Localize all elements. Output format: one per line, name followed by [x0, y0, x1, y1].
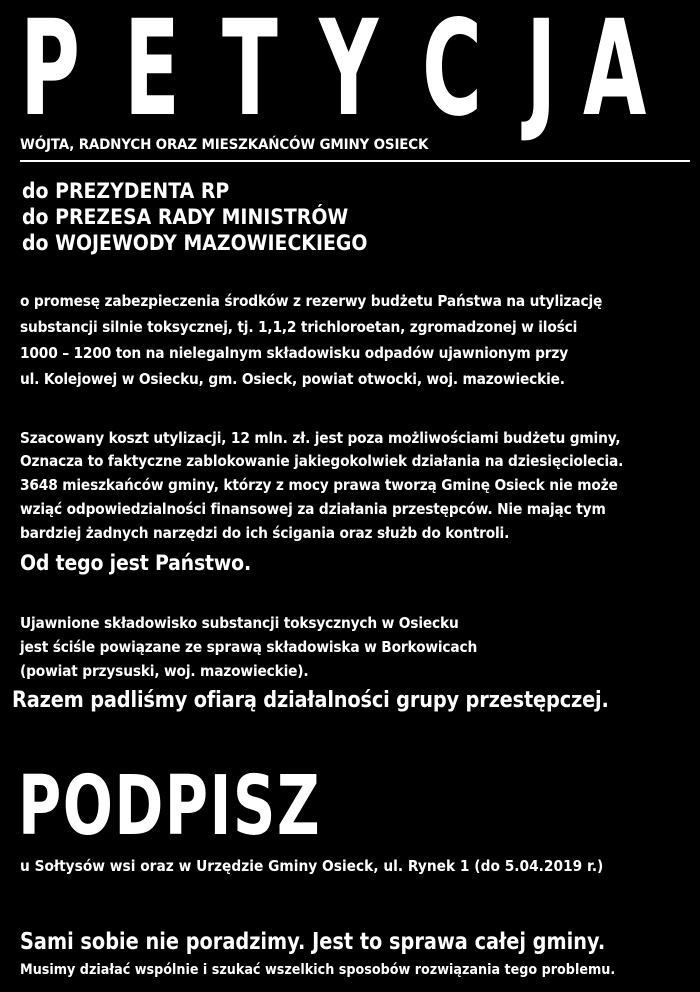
- divider: [20, 160, 690, 162]
- request-line: ul. Kolejowej w Osiecku, gm. Osieck, powiat otwocki, woj. mazowieckie.: [20, 370, 565, 388]
- addressee-prime-minister: do PREZESA RADY MINISTRÓW: [22, 205, 349, 229]
- link-emphasis: Razem padliśmy ofiarą działalności grupy przestępczej.: [12, 688, 609, 713]
- cost-line: wziąć odpowiedzialności finansowej za działania przestępców. Nie mając tym: [20, 500, 606, 518]
- title-letter: E: [124, 0, 181, 146]
- request-line: 1000 – 1200 ton na nielegalnym składowisku odpadów ujawnionym przy: [20, 344, 569, 362]
- link-line: Ujawnione składowisko substancji toksycznych w Osiecku: [20, 614, 459, 632]
- cost-line: Oznacza to faktyczne zablokowanie jakiegokolwiek działania na dziesięciolecia.: [20, 452, 624, 470]
- signing-info: u Sołtysów wsi oraz w Urzędzie Gminy Osieck, ul. Rynek 1 (do 5.04.2019 r.): [20, 857, 604, 875]
- addressee-voivode: do WOJEWODY MAZOWIECKIEGO: [22, 231, 368, 255]
- addressee-president: do PREZYDENTA RP: [22, 179, 230, 203]
- cost-line: Szacowany koszt utylizacji, 12 mln. zł. jest poza możliwościami budżetu gminy,: [20, 429, 621, 447]
- title-letter: Y: [319, 0, 379, 146]
- link-line: jest ściśle powiązane ze sprawą składowiska w Borkowicach: [20, 638, 478, 656]
- cost-line: bardziej żadnych narzędzi do ich ścigania oraz służb do kontroli.: [20, 524, 510, 542]
- closing-sub: Musimy działać wspólnie i szukać wszelkich sposobów rozwiązania tego problemu.: [20, 962, 616, 978]
- call-to-action: PODPISZ: [18, 759, 322, 854]
- title-letter: T: [221, 0, 278, 146]
- request-line: substancji silnie toksycznej, tj. 1,1,2 trichloroetan, zgromadzonej w ilości: [20, 318, 578, 336]
- closing-main: Sami sobie nie poradzimy. Jest to sprawa całej gminy.: [20, 929, 606, 955]
- cost-emphasis: Od tego jest Państwo.: [20, 551, 251, 575]
- title-letter: C: [422, 0, 483, 146]
- title-letter: A: [582, 0, 647, 146]
- request-line: o promesę zabezpieczenia środków z rezerwy budżetu Państwa na utylizację: [20, 292, 603, 310]
- title-letter: J: [526, 0, 557, 146]
- petition-subtitle: WÓJTA, RADNYCH ORAZ MIESZKAŃCÓW GMINY OSIECK: [20, 137, 429, 153]
- link-line: (powiat przysuski, woj. mazowieckie).: [20, 662, 309, 680]
- cost-line: 3648 mieszkańców gminy, którzy z mocy prawa tworzą Gminę Osieck nie może: [20, 476, 618, 494]
- title-letter: P: [20, 0, 80, 146]
